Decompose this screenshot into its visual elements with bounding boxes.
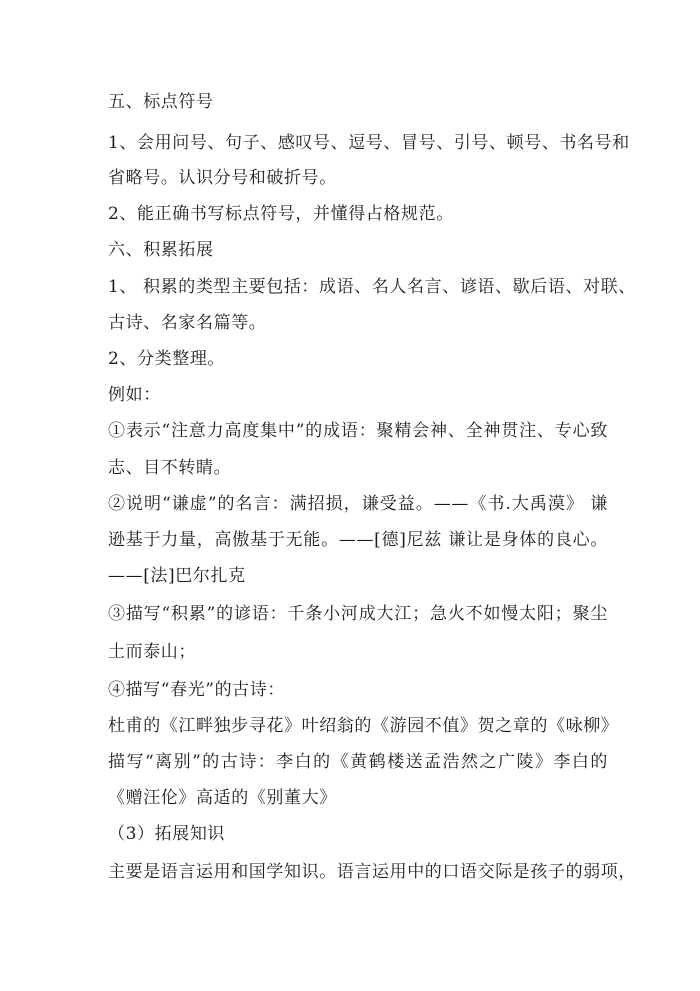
section-6-item-1-line-2: 古诗、名家名篇等。 xyxy=(108,313,267,333)
example-3-line-1: ③描写“积累”的谚语：千条小河成大江；急火不如慢太阳；聚尘 xyxy=(108,604,608,624)
section-6-heading: 六、积累拓展 xyxy=(108,240,214,260)
example-1-line-2: 志、目不转睛。 xyxy=(108,458,232,478)
subsection-3-line-1: 主要是语言运用和国学知识。语言运用中的口语交际是孩子的弱项， xyxy=(108,862,636,882)
example-4-line-3: 描写“离别”的古诗：李白的《黄鹤楼送孟浩然之广陵》李白的 xyxy=(108,752,608,772)
example-4-line-2: 杜甫的《江畔独步寻花》叶绍翁的《游园不值》贺之章的《咏柳》 xyxy=(108,716,619,736)
section-5-item-1-line-1: 1、会用问号、句子、感叹号、逗号、冒号、引号、顿号、书名号和 xyxy=(108,133,630,153)
example-3-line-2: 土而泰山； xyxy=(108,642,196,662)
section-5-item-1-line-2: 省略号。认识分号和破折号。 xyxy=(108,168,337,188)
section-6-item-2: 2、分类整理。 xyxy=(108,349,226,369)
example-1-line-1: ①表示“注意力高度集中”的成语：聚精会神、全神贯注、专心致 xyxy=(108,421,608,441)
section-5-heading: 五、标点符号 xyxy=(108,92,214,112)
section-6-item-1-line-1: 1、 积累的类型主要包括：成语、名人名言、谚语、歇后语、对联、 xyxy=(108,277,636,297)
section-5-item-2: 2、能正确书写标点符号，并懂得占格规范。 xyxy=(108,204,454,224)
example-4-line-4: 《赠汪伦》高适的《别董大》 xyxy=(108,788,337,808)
example-4-line-1: ④描写“春光”的古诗： xyxy=(108,680,285,700)
example-2-line-3: ——[法]巴尔扎克 xyxy=(108,566,246,586)
example-label: 例如： xyxy=(108,385,161,405)
example-2-line-1: ②说明“谦虚”的名言：满招损，谦受益。——《书.大禹漠》 谦 xyxy=(108,494,608,514)
example-2-line-2: 逊基于力量，高傲基于无能。——[德]尼兹 谦让是身体的良心。 xyxy=(108,530,608,550)
subsection-3-heading: （3）拓展知识 xyxy=(108,824,226,844)
